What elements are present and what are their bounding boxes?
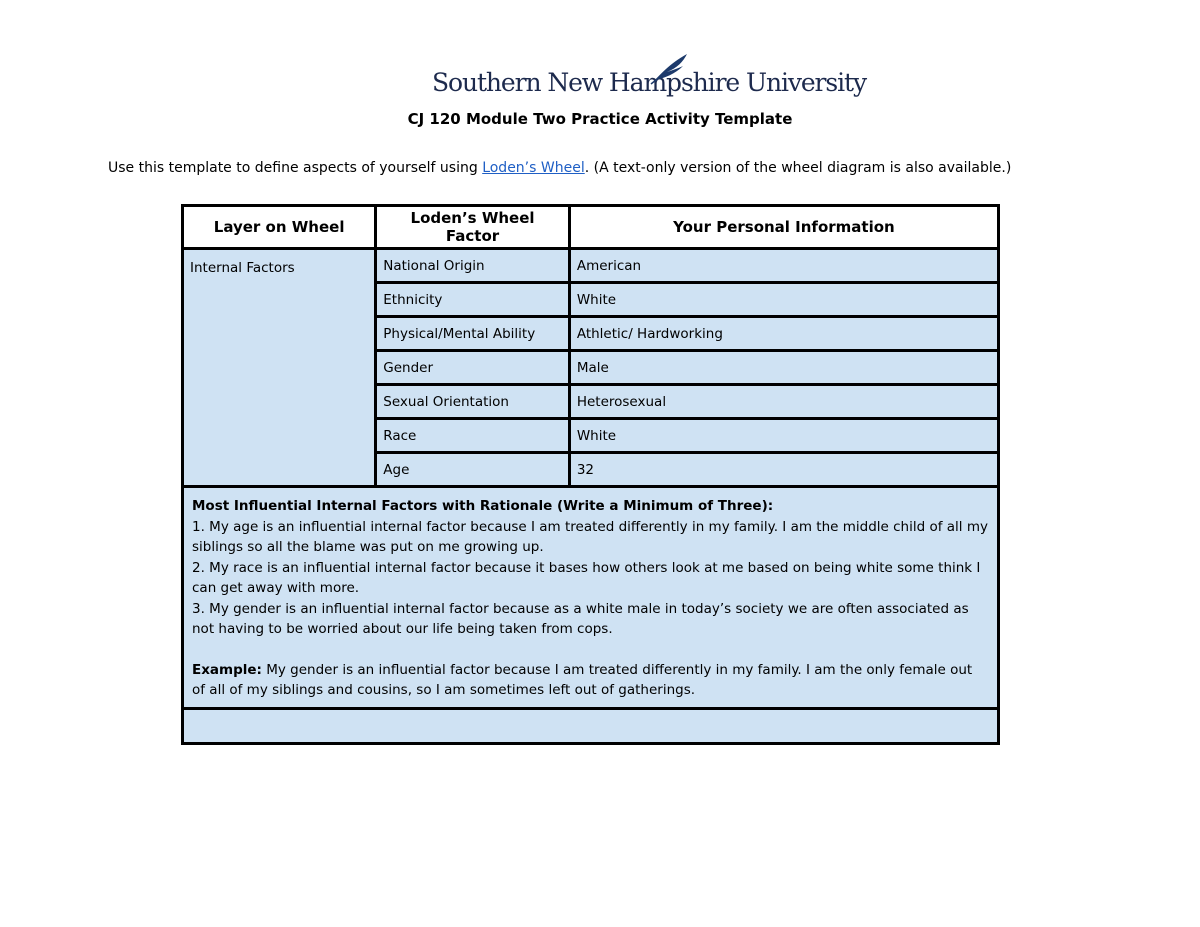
intro-paragraph (108, 160, 1011, 176)
header-wheel-factor: Loden’s Wheel Factor (376, 206, 570, 249)
blank-row (183, 708, 999, 743)
info-cell[interactable]: Athletic/ Hardworking (569, 317, 998, 351)
table-row (183, 249, 999, 283)
lodens-wheel-link[interactable]: Loden’s Wheel (482, 160, 585, 176)
table-header-row (183, 206, 999, 249)
rationale-heading: Most Influential Internal Factors with Rationale (Write a Minimum of Three): (192, 498, 774, 514)
info-cell[interactable]: White (569, 283, 998, 317)
factor-cell: Physical/Mental Ability (376, 317, 570, 351)
document-title: CJ 120 Module Two Practice Activity Template (407, 110, 793, 128)
template-table (181, 204, 1000, 745)
factor-cell: Sexual Orientation (376, 385, 570, 419)
rationale-item-2: 2. My race is an influential internal factor because it bases how others look at me based on being white some think I can get away with more. (192, 559, 981, 596)
info-cell[interactable]: White (569, 419, 998, 453)
example-text: My gender is an influential factor because I am treated differently in my family. I am the only female out of all of my siblings and cousins, so I am sometimes left out of gatherings. (192, 661, 973, 698)
quill-icon (647, 52, 693, 86)
info-cell[interactable]: American (569, 249, 998, 283)
factor-cell: Age (376, 453, 570, 487)
example-label: Example: (192, 661, 262, 678)
logo-text: Southern New Hampshire University (432, 68, 867, 97)
intro-text-start: Use this template to define aspects of yourself using (108, 160, 483, 176)
factor-cell: National Origin (376, 249, 570, 283)
factor-cell: Ethnicity (376, 283, 570, 317)
info-cell[interactable]: Heterosexual (569, 385, 998, 419)
rationale-item-3: 3. My gender is an influential internal factor because as a white male in today’s society we are often associated as not having to be worried about our life being taken from cops. (192, 600, 969, 637)
university-logo (432, 52, 867, 108)
info-cell[interactable]: 32 (569, 453, 998, 487)
header-layer-on-wheel: Layer on Wheel (183, 206, 376, 249)
rationale-row (183, 487, 999, 709)
factor-cell: Race (376, 419, 570, 453)
factor-cell: Gender (376, 351, 570, 385)
intro-text-end: . (A text-only version of the wheel diagram is also available.) (584, 160, 1012, 176)
paragraph-spacer (192, 640, 989, 660)
layer-cell: Internal Factors (183, 249, 376, 487)
header-personal-information: Your Personal Information (569, 206, 998, 249)
example-paragraph (192, 660, 989, 701)
rationale-item-1: 1. My age is an influential internal factor because I am treated differently in my family. I am the middle child of all my siblings so all the blame was put on me growing up. (192, 518, 988, 555)
info-cell[interactable]: Male (569, 351, 998, 385)
rationale-cell[interactable] (183, 487, 999, 709)
blank-cell[interactable] (183, 708, 999, 743)
